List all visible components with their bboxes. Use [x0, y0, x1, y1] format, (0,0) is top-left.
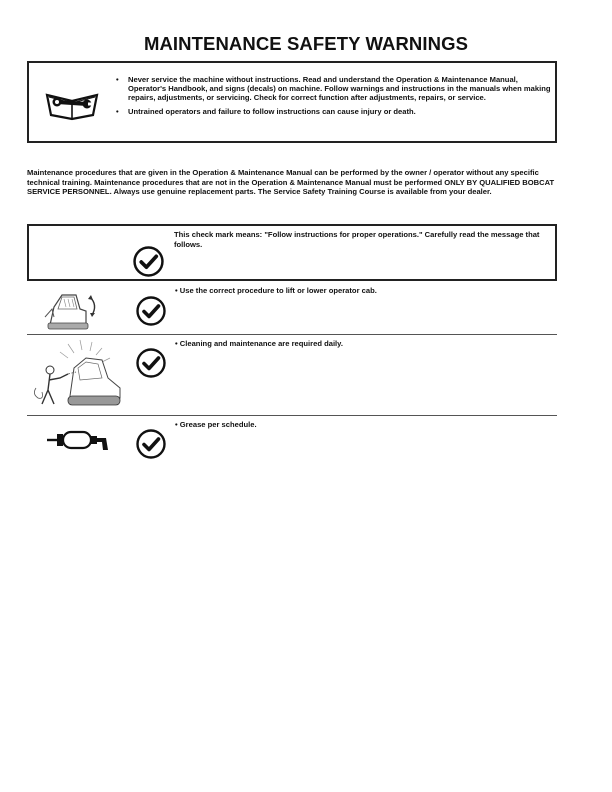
warning-box — [27, 61, 557, 143]
operator-cab-tilt-icon — [42, 287, 102, 331]
warning-bullet: • Untrained operators and failure to follow instructions can cause injury or death. — [116, 107, 554, 116]
instruction-text: • Grease per schedule. — [175, 420, 257, 429]
check-mark-icon — [136, 296, 166, 326]
cleaning-machine-icon — [30, 338, 125, 410]
instruction-text: • Use the correct procedure to lift or lower operator cab. — [175, 286, 377, 295]
check-mark-icon — [136, 348, 166, 378]
instruction-text: • Cleaning and maintenance are required daily. — [175, 339, 343, 348]
check-mark-icon — [133, 246, 164, 277]
check-explanation-text: This check mark means: "Follow instructions for proper operations." Carefully read the message that follows. — [174, 230, 540, 249]
warning-bullet: • Never service the machine without instructions. Read and understand the Operation & Maintenance Manual, Operator's Handbook, and signs (decals) on machine. Follow warnings and instructions in the manuals when making repairs, adjustments, or servicing. Check for correct function after adjustments, repairs, or service. — [116, 75, 554, 103]
intro-paragraph: Maintenance procedures that are given in the Operation & Maintenance Manual can be performed by the owner / operator without any specific technical training. Maintenance procedures that are not in the Operation & Maintenance Manual must be performed ONLY BY QUALIFIED BOBCAT SERVICE PERSONNEL. Always use genuine replacement parts. The Service Safety Training Course is available from your dealer. — [27, 168, 555, 197]
manual-with-wrench-icon — [43, 85, 101, 121]
warning-list — [116, 75, 554, 120]
row-divider — [27, 334, 557, 335]
page-title: MAINTENANCE SAFETY WARNINGS — [143, 33, 469, 54]
row-divider — [27, 415, 557, 416]
grease-gun-icon — [46, 428, 112, 452]
check-explanation-box — [27, 224, 557, 281]
check-mark-icon — [136, 429, 166, 459]
